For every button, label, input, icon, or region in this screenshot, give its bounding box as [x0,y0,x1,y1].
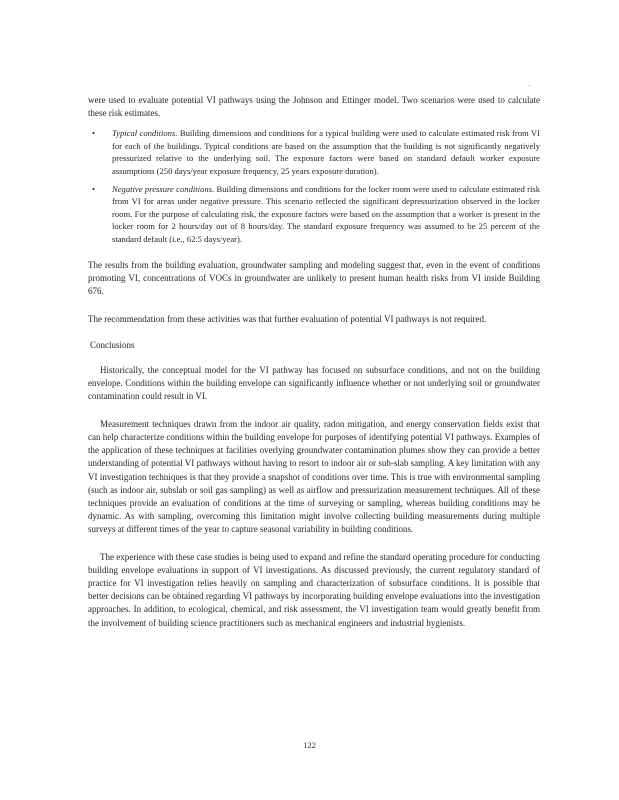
stray-mark: · [528,82,531,90]
recommendation-paragraph: The recommendation from these activities was that further evaluation of potential VI pathways is not required. [88,313,487,324]
list-item [88,127,540,177]
body-text [88,94,540,630]
bullet-text: Building dimensions and conditions for a typical building were used to calculate estimated risk from VI for each of the buildings. Typical conditions are based on the assumption that the building is not significantly negatively pressurized relative to the underlying soil. The exposure factors were based on standard default worker exposure assumptions (250 days/year exposure frequency, 25 years exposure duration). [112,128,540,176]
list-item [88,183,540,245]
results-paragraph: The results from the building evaluation, groundwater sampling and modeling suggest that, even in the event of conditions promoting VI, concentrations of VOCs in groundwater are unlikely to present human health risks from VI inside Building 676. [88,260,540,297]
conclusions-paragraph-3: The experience with these case studies is being used to expand and refine the standard operating procedure for conducting building envelope evaluations in support of VI investigations. As discussed previously, the current regulatory standard of practice for VI investigation relies heavily on sampling and characterization of subsurface conditions. It is possible that better decisions can be obtained regarding VI pathways by incorporating building envelope evaluations into the investigation approaches. In addition, to ecological, chemical, and risk assessment, the VI investigation team would greatly benefit from the involvement of building science practitioners such as mechanical engineers and industrial hygienists. [88,551,540,628]
page-number: 122 [303,740,316,750]
section-heading: Conclusions [90,339,135,350]
bullet-lead: Typical conditions. [112,128,178,139]
scenario-list [88,127,540,245]
conclusions-paragraph-1: Historically, the conceptual model for the VI pathway has focused on subsurface conditions, and not on the building envelope. Conditions within the building envelope can significantly influence whether or not underlying soil or groundwater contamination could result in VI. [88,365,540,402]
bullet-text: Building dimensions and conditions for the locker room were used to calculate estimated risk from VI for areas under negative pressure. This scenario reflected the significant depressurization observed in the locker room. For the purpose of calculating risk, the exposure factors were based on the assumption that a worker is present in the locker room for 2 hours/day out of 8 hours/day. The standard exposure frequency was assumed to be 25 percent of the standard default (i.e., 62.5 days/year). [112,184,540,244]
conclusions-paragraph-2: Measurement techniques drawn from the indoor air quality, radon mitigation, and energy conservation fields exist that can help characterize conditions within the building envelope for purposes of identifying potential VI pathways. Examples of the application of these techniques at facilities overlying groundwater contamination plumes show they can provide a better understanding of potential VI pathways without having to resort to indoor air or sub-slab sampling. A key limitation with any VI investigation techniques is that they provide a snapshot of conditions over time. This is true with environmental sampling (such as indoor air, subslab or soil gas sampling) as well as airflow and pressurization measurement techniques. All of these techniques provide an evaluation of conditions at the time of surveying or sampling, whereas building conditions may be dynamic. As with sampling, overcoming this limitation might involve collecting building measurements during multiple surveys at different times of the year to capture seasonal variability in building conditions. [88,418,540,535]
bullet-lead: Negative pressure conditions. [112,184,215,195]
intro-paragraph: were used to evaluate potential VI pathways using the Johnson and Ettinger model. Two scenarios were used to calculate these risk estimates. [88,95,540,119]
bullet-glyph: • [92,128,96,139]
bullet-glyph: • [92,184,96,195]
